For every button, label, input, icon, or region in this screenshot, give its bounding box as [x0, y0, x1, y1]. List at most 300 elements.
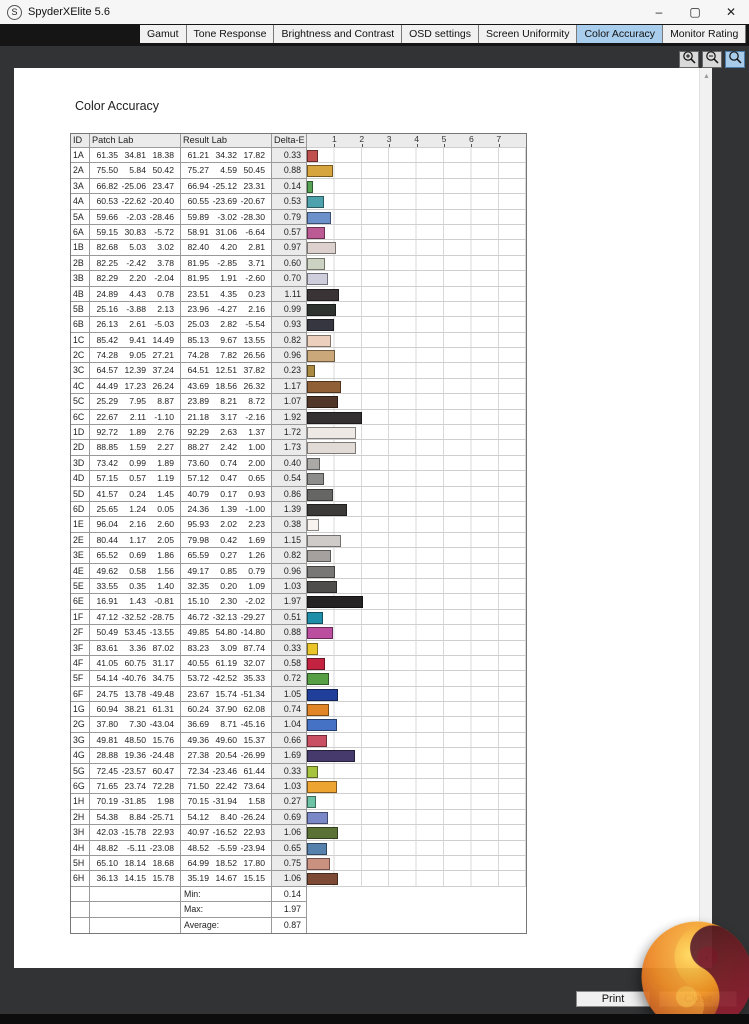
delta-bar-cell — [307, 579, 526, 594]
result-lab-cell — [181, 410, 272, 425]
tab-osd-settings[interactable]: OSD settings — [402, 25, 479, 43]
patch-id-cell: 2F — [71, 625, 90, 640]
lab-value: 0.27 — [220, 550, 237, 561]
delta-e-cell: 1.73 — [272, 440, 307, 455]
patch-lab-cell — [90, 810, 181, 825]
lab-value: 2.30 — [220, 596, 237, 607]
lab-value: 5.84 — [129, 165, 146, 176]
lab-value: 57.15 — [96, 473, 118, 484]
lab-value: 79.98 — [187, 534, 209, 545]
patch-id-cell: 4D — [71, 471, 90, 486]
patch-lab-cell — [90, 179, 181, 194]
lab-value: 44.49 — [96, 380, 118, 391]
patch-color-bar — [307, 289, 339, 301]
scale-tick-mark — [334, 144, 335, 147]
lab-value: -15.78 — [121, 827, 146, 838]
lab-value: 13.78 — [124, 688, 146, 699]
lab-value: 1.19 — [157, 473, 174, 484]
lab-value: -23.94 — [240, 842, 265, 853]
delta-e-cell: 1.03 — [272, 579, 307, 594]
table-row-1C — [71, 333, 526, 348]
lab-value: 65.52 — [96, 550, 118, 561]
lab-value: 34.75 — [152, 673, 174, 684]
lab-value: 60.94 — [96, 704, 118, 715]
lab-value: 0.42 — [220, 534, 237, 545]
patch-id-cell: 2D — [71, 440, 90, 455]
result-lab-cell — [181, 717, 272, 732]
zoom-toolbar — [679, 51, 745, 68]
zoom-in-button[interactable] — [679, 51, 699, 68]
result-lab-cell — [181, 163, 272, 178]
content-area — [0, 46, 749, 1014]
patch-color-bar — [307, 596, 363, 608]
lab-value: 83.23 — [187, 642, 209, 653]
print-button[interactable]: Print — [576, 991, 650, 1007]
result-lab-cell — [181, 225, 272, 240]
lab-value: -26.24 — [240, 811, 265, 822]
table-row-6B — [71, 317, 526, 332]
tab-brightness-contrast[interactable]: Brightness and Contrast — [274, 25, 402, 43]
result-lab-cell — [181, 579, 272, 594]
zoom-out-button[interactable] — [702, 51, 722, 68]
lab-value: 48.50 — [124, 734, 146, 745]
table-row-4G — [71, 748, 526, 763]
delta-e-cell: 1.69 — [272, 748, 307, 763]
result-lab-cell — [181, 287, 272, 302]
patch-lab-cell — [90, 363, 181, 378]
table-row-5E — [71, 579, 526, 594]
lab-value: -42.52 — [212, 673, 237, 684]
zoom-reset-button[interactable] — [725, 51, 745, 68]
col-header-patch-lab: Patch Lab — [90, 134, 181, 148]
table-row-5G — [71, 764, 526, 779]
lab-value: -40.76 — [121, 673, 146, 684]
patch-id-cell: 1G — [71, 702, 90, 717]
patch-color-bar — [307, 504, 347, 516]
page-scrollbar[interactable] — [699, 68, 712, 968]
table-row-5B — [71, 302, 526, 317]
delta-e-cell: 1.15 — [272, 533, 307, 548]
lab-value: 82.40 — [187, 242, 209, 253]
delta-bar-cell — [307, 533, 526, 548]
table-row-5D — [71, 487, 526, 502]
magnifier-plus-icon — [682, 50, 697, 70]
lab-value: 41.57 — [96, 488, 118, 499]
patch-id-cell: 5A — [71, 210, 90, 225]
patch-lab-cell — [90, 794, 181, 809]
summary-row — [71, 918, 526, 933]
lab-value: 1.00 — [248, 442, 265, 453]
lab-value: 60.75 — [124, 657, 146, 668]
lab-value: -25.71 — [149, 811, 174, 822]
table-row-3G — [71, 733, 526, 748]
patch-color-bar — [307, 258, 325, 270]
delta-e-cell: 0.74 — [272, 702, 307, 717]
lab-value: 22.67 — [96, 411, 118, 422]
patch-id-cell: 1F — [71, 610, 90, 625]
patch-id-cell: 1C — [71, 333, 90, 348]
summary-chart-cell — [307, 918, 526, 933]
delta-bar-cell — [307, 687, 526, 702]
patch-lab-cell — [90, 425, 181, 440]
scale-tick-label: 1 — [332, 134, 337, 144]
patch-lab-cell — [90, 502, 181, 517]
result-lab-cell — [181, 548, 272, 563]
lab-value: 3.17 — [220, 411, 237, 422]
lab-value: 65.59 — [187, 550, 209, 561]
result-lab-cell — [181, 333, 272, 348]
patch-id-cell: 6E — [71, 594, 90, 609]
lab-value: 33.55 — [96, 580, 118, 591]
magnifier-minus-icon — [705, 50, 720, 70]
patch-id-cell: 6B — [71, 317, 90, 332]
lab-value: 83.61 — [96, 642, 118, 653]
delta-bar-cell — [307, 456, 526, 471]
delta-bar-cell — [307, 702, 526, 717]
lab-value: 72.28 — [152, 781, 174, 792]
delta-e-cell: 0.33 — [272, 641, 307, 656]
table-row-6D — [71, 502, 526, 517]
lab-value: 15.78 — [152, 873, 174, 884]
lab-value: -28.75 — [149, 611, 174, 622]
lab-value: 19.36 — [124, 750, 146, 761]
patch-id-cell: 6G — [71, 779, 90, 794]
lab-value: 1.45 — [157, 488, 174, 499]
result-lab-cell — [181, 440, 272, 455]
lab-value: 0.05 — [157, 503, 174, 514]
lab-value: 23.96 — [187, 303, 209, 314]
delta-e-cell: 1.05 — [272, 687, 307, 702]
patch-id-cell: 5G — [71, 764, 90, 779]
lab-value: -23.46 — [212, 765, 237, 776]
lab-value: 2.23 — [248, 519, 265, 530]
lab-value: 49.62 — [96, 565, 118, 576]
lab-value: 28.88 — [96, 750, 118, 761]
lab-value: 46.72 — [187, 611, 209, 622]
table-row-1E — [71, 517, 526, 532]
delta-e-cell: 0.51 — [272, 610, 307, 625]
lab-value: 64.99 — [187, 857, 209, 868]
patch-lab-cell — [90, 471, 181, 486]
lab-value: -51.34 — [240, 688, 265, 699]
table-row-2D — [71, 440, 526, 455]
patch-lab-cell — [90, 856, 181, 871]
lab-value: 49.36 — [187, 734, 209, 745]
delta-bar-cell — [307, 487, 526, 502]
lab-value: 70.15 — [187, 796, 209, 807]
result-lab-cell — [181, 456, 272, 471]
patch-id-cell: 6F — [71, 687, 90, 702]
lab-value: 8.40 — [220, 811, 237, 822]
scale-tick-label: 7 — [496, 134, 502, 144]
table-row-5H — [71, 856, 526, 871]
delta-e-cell: 1.07 — [272, 394, 307, 409]
patch-id-cell: 3A — [71, 179, 90, 194]
lab-value: 42.03 — [96, 827, 118, 838]
patch-lab-cell — [90, 394, 181, 409]
patch-lab-cell — [90, 610, 181, 625]
lab-value: -5.54 — [245, 319, 265, 330]
lab-value: 15.76 — [152, 734, 174, 745]
patch-lab-cell — [90, 348, 181, 363]
lab-value: 23.89 — [187, 396, 209, 407]
table-row-1D — [71, 425, 526, 440]
close-icon[interactable]: ✕ — [725, 5, 737, 19]
lab-value: -25.06 — [121, 180, 146, 191]
table-row-4E — [71, 564, 526, 579]
tab-monitor-rating[interactable]: Monitor Rating — [663, 25, 746, 43]
lab-value: 82.68 — [96, 242, 118, 253]
patch-color-bar — [307, 273, 328, 285]
lab-value: 14.49 — [152, 334, 174, 345]
delta-e-cell: 0.54 — [272, 471, 307, 486]
lab-value: -5.03 — [154, 319, 174, 330]
table-row-6F — [71, 687, 526, 702]
lab-value: -1.00 — [245, 503, 265, 514]
lab-value: -24.48 — [149, 750, 174, 761]
lab-value: 34.81 — [124, 150, 146, 160]
lab-value: 37.80 — [96, 719, 118, 730]
patch-id-cell: 2E — [71, 533, 90, 548]
patch-lab-cell — [90, 317, 181, 332]
result-lab-cell — [181, 394, 272, 409]
summary-value-cell: 1.97 — [272, 902, 307, 917]
patch-color-bar — [307, 227, 325, 239]
lab-value: 23.74 — [124, 781, 146, 792]
lab-value: 34.32 — [215, 150, 237, 160]
patch-lab-cell — [90, 764, 181, 779]
patch-color-bar — [307, 796, 316, 808]
patch-lab-cell — [90, 671, 181, 686]
tab-screen-uniformity[interactable]: Screen Uniformity — [479, 25, 577, 43]
lab-value: 27.38 — [187, 750, 209, 761]
table-row-2F — [71, 625, 526, 640]
patch-id-cell: 2A — [71, 163, 90, 178]
scale-tick-mark — [499, 144, 500, 147]
summary-chart-cell — [307, 887, 526, 902]
scale-tick-mark — [389, 144, 390, 147]
lab-value: 17.80 — [243, 857, 265, 868]
delta-e-cell: 0.66 — [272, 733, 307, 748]
lab-value: 16.91 — [96, 596, 118, 607]
lab-value: -23.69 — [212, 196, 237, 207]
lab-value: -2.42 — [126, 257, 146, 268]
delta-e-cell: 0.27 — [272, 794, 307, 809]
patch-id-cell: 6D — [71, 502, 90, 517]
patch-id-cell: 3D — [71, 456, 90, 471]
color-accuracy-table — [70, 133, 527, 934]
patch-lab-cell — [90, 641, 181, 656]
patch-id-cell: 4A — [71, 194, 90, 209]
lab-value: 2.63 — [220, 427, 237, 438]
lab-value: 18.68 — [152, 857, 174, 868]
patch-id-cell: 5H — [71, 856, 90, 871]
lab-value: -28.30 — [240, 211, 265, 222]
patch-color-bar — [307, 566, 335, 578]
table-row-3D — [71, 456, 526, 471]
lab-value: 35.33 — [243, 673, 265, 684]
lab-value: 92.72 — [96, 427, 118, 438]
delta-bar-cell — [307, 163, 526, 178]
lab-value: 2.16 — [129, 519, 146, 530]
result-lab-cell — [181, 379, 272, 394]
delta-bar-cell — [307, 794, 526, 809]
lab-value: -1.10 — [154, 411, 174, 422]
table-row-5A — [71, 210, 526, 225]
delta-e-cell: 0.14 — [272, 179, 307, 194]
summary-chart-cell — [307, 902, 526, 917]
result-lab-cell — [181, 764, 272, 779]
lab-value: 1.98 — [157, 796, 174, 807]
patch-id-cell: 1D — [71, 425, 90, 440]
scroll-up-icon[interactable]: ▲ — [703, 73, 710, 80]
lab-value: 75.27 — [187, 165, 209, 176]
delta-e-cell: 0.99 — [272, 302, 307, 317]
patch-id-cell: 3E — [71, 548, 90, 563]
lab-value: 24.89 — [96, 288, 118, 299]
patch-color-bar — [307, 812, 328, 824]
maximize-icon[interactable]: ▢ — [689, 5, 701, 19]
patch-color-bar — [307, 643, 318, 655]
lab-value: 53.72 — [187, 673, 209, 684]
lab-value: 41.05 — [96, 657, 118, 668]
delta-e-cell: 0.60 — [272, 256, 307, 271]
table-row-2H — [71, 810, 526, 825]
lab-value: -2.03 — [126, 211, 146, 222]
lab-value: 37.90 — [215, 704, 237, 715]
titlebar — [0, 0, 749, 24]
lab-value: 71.50 — [187, 781, 209, 792]
delta-e-cell: 0.23 — [272, 363, 307, 378]
delta-e-cell: 1.17 — [272, 379, 307, 394]
summary-label-cell: Min: — [181, 887, 272, 902]
patch-id-cell: 6C — [71, 410, 90, 425]
lab-value: 31.06 — [215, 226, 237, 237]
delta-bar-cell — [307, 825, 526, 840]
result-lab-cell — [181, 317, 272, 332]
lab-value: -26.99 — [240, 750, 265, 761]
report-page — [14, 68, 712, 968]
lab-value: 2.76 — [157, 427, 174, 438]
lab-value: 70.19 — [96, 796, 118, 807]
result-lab-cell — [181, 348, 272, 363]
lab-value: 23.67 — [187, 688, 209, 699]
lab-value: 9.05 — [129, 350, 146, 361]
delta-e-cell: 0.93 — [272, 317, 307, 332]
patch-id-cell: 5C — [71, 394, 90, 409]
lab-value: -49.48 — [149, 688, 174, 699]
lab-value: 7.82 — [220, 350, 237, 361]
lab-value: 4.35 — [220, 288, 237, 299]
patch-id-cell: 2G — [71, 717, 90, 732]
delta-e-cell: 0.40 — [272, 456, 307, 471]
window-controls — [641, 0, 749, 24]
result-lab-cell — [181, 302, 272, 317]
lab-value: 9.41 — [129, 334, 146, 345]
lab-value: 59.89 — [187, 211, 209, 222]
lab-value: 25.65 — [96, 503, 118, 514]
lab-value: 1.91 — [220, 273, 237, 284]
lab-value: 15.10 — [187, 596, 209, 607]
lab-value: 1.24 — [129, 503, 146, 514]
scale-tick-label: 5 — [441, 134, 447, 144]
result-lab-cell — [181, 825, 272, 840]
patch-color-bar — [307, 827, 338, 839]
lab-value: 0.23 — [248, 288, 265, 299]
lab-value: 12.51 — [215, 365, 237, 376]
delta-bar-cell — [307, 240, 526, 255]
patch-lab-cell — [90, 302, 181, 317]
lab-value: 60.24 — [187, 704, 209, 715]
patch-color-bar — [307, 350, 335, 362]
delta-bar-cell — [307, 671, 526, 686]
delta-bar-cell — [307, 410, 526, 425]
scale-tick-label: 2 — [359, 134, 365, 144]
delta-e-cell: 1.04 — [272, 717, 307, 732]
lab-value: 8.87 — [157, 396, 174, 407]
delta-e-cell: 0.86 — [272, 487, 307, 502]
lab-value: -5.59 — [217, 842, 237, 853]
delta-bar-cell — [307, 610, 526, 625]
tab-color-accuracy[interactable]: Color Accuracy — [577, 25, 663, 43]
tab-gamut[interactable]: Gamut — [140, 25, 187, 43]
delta-e-cell: 0.96 — [272, 348, 307, 363]
lab-value: 18.56 — [215, 380, 237, 391]
delta-bar-cell — [307, 287, 526, 302]
result-lab-cell — [181, 779, 272, 794]
table-row-4H — [71, 841, 526, 856]
lab-value: 0.17 — [220, 488, 237, 499]
lab-value: 13.55 — [243, 334, 265, 345]
lab-value: 92.29 — [187, 427, 209, 438]
lab-value: -32.13 — [212, 611, 237, 622]
lab-value: 20.54 — [215, 750, 237, 761]
result-lab-cell — [181, 471, 272, 486]
lab-value: 1.86 — [157, 550, 174, 561]
lab-value: 48.52 — [187, 842, 209, 853]
table-row-3F — [71, 641, 526, 656]
lab-value: 2.82 — [220, 319, 237, 330]
patch-lab-cell — [90, 240, 181, 255]
result-lab-cell — [181, 425, 272, 440]
result-lab-cell — [181, 610, 272, 625]
page-title: Color Accuracy — [75, 99, 160, 113]
lab-value: 22.42 — [215, 781, 237, 792]
patch-id-cell: 1H — [71, 794, 90, 809]
lab-value: 7.95 — [129, 396, 146, 407]
summary-empty-cell — [71, 887, 90, 902]
patch-color-bar — [307, 196, 324, 208]
lab-value: 4.20 — [220, 242, 237, 253]
patch-color-bar — [307, 858, 330, 870]
delta-bar-cell — [307, 871, 526, 886]
summary-row — [71, 887, 526, 902]
lab-value: 64.57 — [96, 365, 118, 376]
delta-e-cell: 0.33 — [272, 764, 307, 779]
lab-value: 15.15 — [243, 873, 265, 884]
patch-color-bar — [307, 181, 313, 193]
lab-value: 0.79 — [248, 565, 265, 576]
lab-value: 36.69 — [187, 719, 209, 730]
lab-value: 26.32 — [243, 380, 265, 391]
minimize-icon[interactable]: – — [655, 5, 663, 19]
app-icon: S — [7, 5, 22, 20]
tab-tone-response[interactable]: Tone Response — [187, 25, 275, 43]
delta-e-cell: 0.82 — [272, 548, 307, 563]
table-row-6H — [71, 871, 526, 886]
table-row-2A — [71, 163, 526, 178]
lab-value: 8.21 — [220, 396, 237, 407]
